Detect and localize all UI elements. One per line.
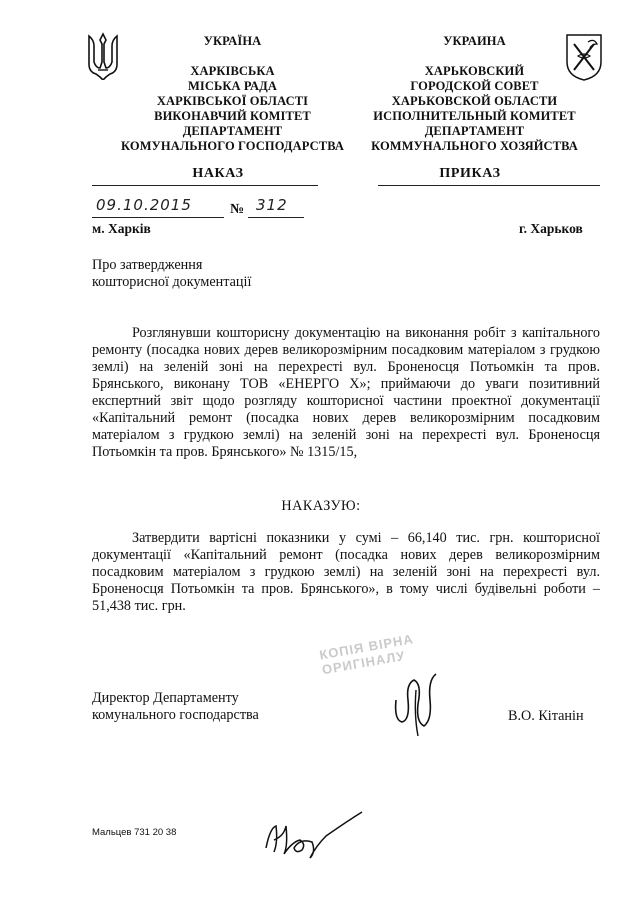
order-word-ua: НАКАЗ bbox=[192, 166, 244, 181]
stamp-text: КОПІЯ ВІРНА ОРИГІНАЛУ bbox=[318, 631, 415, 678]
header-right-line: КОММУНАЛЬНОГО ХОЗЯЙСТВА bbox=[371, 139, 578, 153]
header-right-line: ИСПОЛНИТЕЛЬНЫЙ КОМИТЕТ bbox=[373, 109, 576, 123]
order-number: 312 bbox=[256, 196, 288, 214]
number-underline bbox=[248, 217, 304, 218]
order-word-ru: ПРИКАЗ bbox=[439, 166, 501, 181]
city-ru: г. Харьков bbox=[519, 221, 583, 236]
date-underline bbox=[92, 217, 224, 218]
executor-info: Мальцев 731 20 38 bbox=[92, 827, 177, 838]
subject-line: Про затвердження bbox=[92, 257, 203, 273]
subject-line: кошторисної документації bbox=[92, 274, 252, 290]
order-heading: НАКАЗУЮ: bbox=[281, 498, 361, 514]
header-left-line: ХАРКІВСЬКОЇ ОБЛАСТІ bbox=[156, 94, 309, 108]
header-right bbox=[352, 34, 597, 154]
header-right-line: ХАРЬКОВСКОЙ ОБЛАСТИ bbox=[391, 94, 558, 108]
signatory-title bbox=[92, 690, 259, 724]
header-left bbox=[100, 34, 365, 154]
signatory-name: В.О. Кітанін bbox=[508, 708, 584, 724]
country-ua: УКРАЇНА bbox=[203, 34, 262, 48]
number-sign: № bbox=[230, 202, 245, 217]
header-left-line: ХАРКІВСЬКА bbox=[190, 64, 275, 78]
header-left-line: МІСЬКА РАДА bbox=[188, 79, 277, 93]
city-ua: м. Харків bbox=[92, 221, 151, 236]
header-divider-right bbox=[378, 185, 600, 186]
handwritten-initials bbox=[256, 808, 366, 862]
header-right-line: ХАРЬКОВСКИЙ bbox=[424, 64, 525, 78]
signatory-title-line: Директор Департаменту bbox=[92, 690, 239, 706]
subject bbox=[92, 257, 251, 291]
body-paragraph-1: Розглянувши кошторисну документацію на виконання робіт з капітального ремонту (посадка нових дерев великорозмірним посадковим матеріалом з грудкою землі) на зеленій зоні на перехресті вул. Броненосця Потьомкін та пров. Брянського, виконану ТОВ «ЕНЕРГО Х»; приймаючи до уваги позитивний експертний звіт щодо розгляду кошторисної частини проектної документації «Капітальний ремонт (посадка нових дерев великорозмірним посадковим матеріалом з грудкою землі) на зеленій зоні на перехресті вул. Броненосця Потьомкін та пров. Брянського» № 1315/15, bbox=[92, 325, 600, 460]
header-left-line: ДЕПАРТАМЕНТ bbox=[182, 124, 283, 138]
signatory-title-line: комунального господарства bbox=[92, 707, 259, 723]
country-ru: УКРАИНА bbox=[443, 34, 506, 48]
body-paragraph-2: Затвердити вартісні показники у сумі – 66,140 тис. грн. кошторисної документації «Капітальний ремонт (посадка нових дерев великорозмірним посадковим матеріалом з грудкою землі) на зеленій зоні на перехресті вул. Броненосця Потьомкін та пров. Брянського», в тому числі будівельні роботи – 51,438 тис. грн. bbox=[92, 530, 600, 614]
header-divider-left bbox=[92, 185, 318, 186]
header-right-line: ДЕПАРТАМЕНТ bbox=[424, 124, 525, 138]
header-left-line: ВИКОНАВЧИЙ КОМІТЕТ bbox=[154, 109, 311, 123]
header-right-line: ГОРОДСКОЙ СОВЕТ bbox=[410, 79, 539, 93]
order-date: 09.10.2015 bbox=[96, 196, 192, 214]
header-left-line: КОМУНАЛЬНОГО ГОСПОДАРСТВА bbox=[121, 139, 344, 153]
handwritten-signature bbox=[388, 660, 448, 740]
